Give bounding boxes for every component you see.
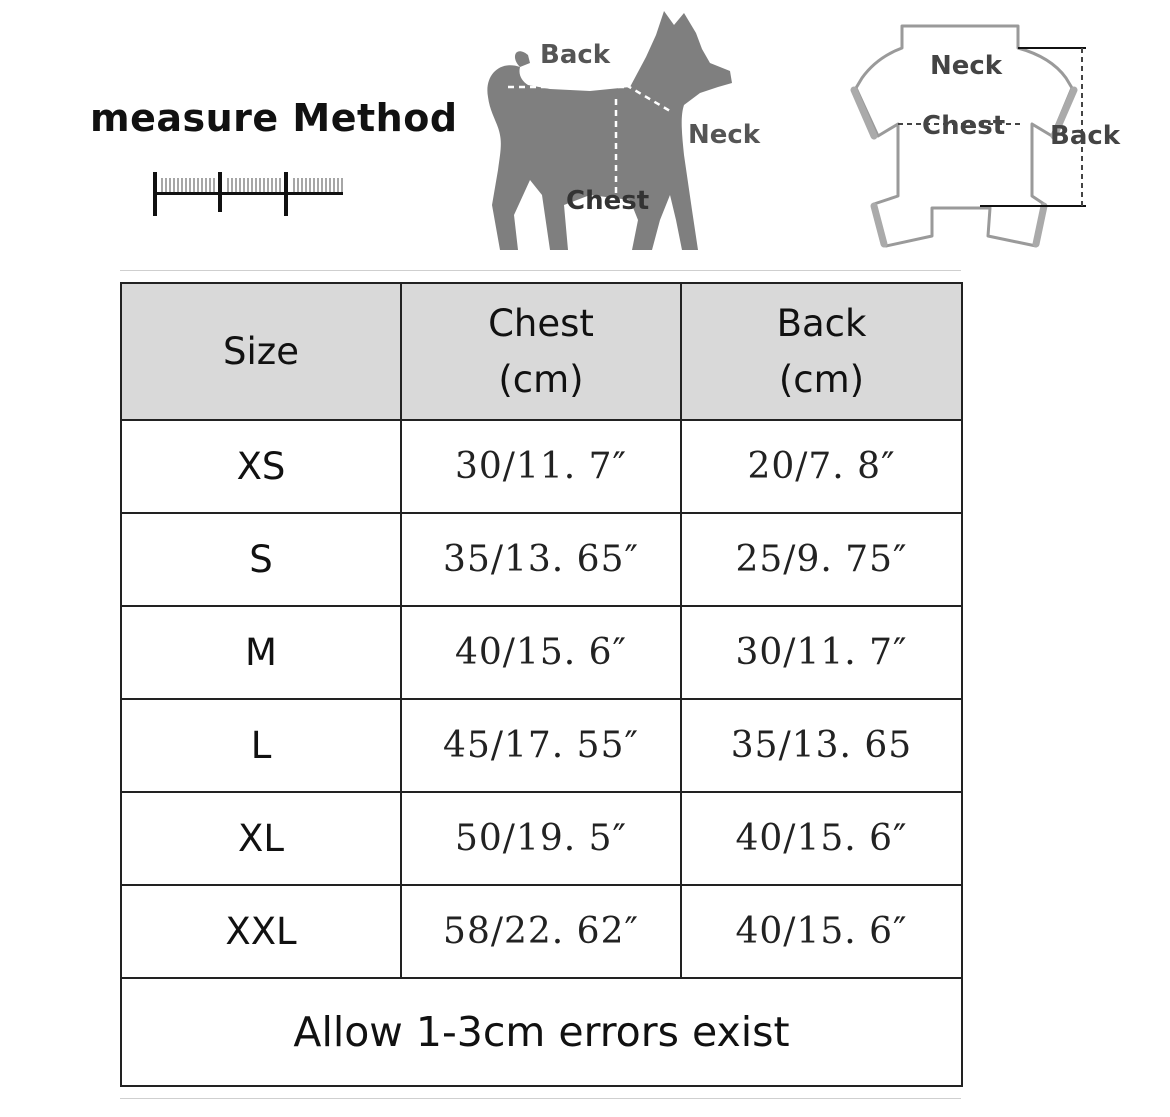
dog-back-label: Back xyxy=(540,40,611,70)
dog-chest-label: Chest xyxy=(566,186,650,216)
back-cell: 35/13. 65 xyxy=(681,699,962,792)
table-row xyxy=(121,606,962,699)
tolerance-note: Allow 1-3cm errors exist xyxy=(121,978,962,1086)
chest-cell: 30/11. 7″ xyxy=(401,420,681,513)
note-row xyxy=(121,978,962,1086)
size-cell: XL xyxy=(121,792,401,885)
size-chart-table xyxy=(120,282,963,1087)
table-row xyxy=(121,513,962,606)
garment-neck-label: Neck xyxy=(930,51,1003,81)
chest-cell: 45/17. 55″ xyxy=(401,699,681,792)
chest-cell: 58/22. 62″ xyxy=(401,885,681,978)
chest-cell: 35/13. 65″ xyxy=(401,513,681,606)
dog-neck-label: Neck xyxy=(688,120,761,150)
table-row xyxy=(121,885,962,978)
guide-line xyxy=(120,270,961,271)
table-row xyxy=(121,420,962,513)
header-back-label: Back xyxy=(776,301,867,345)
back-cell: 25/9. 75″ xyxy=(681,513,962,606)
header-chest-label: Chest xyxy=(488,301,594,345)
size-cell: XXL xyxy=(121,885,401,978)
garment-back-label: Back xyxy=(1050,121,1121,151)
guide-line xyxy=(120,1098,961,1099)
ruler-icon xyxy=(150,172,350,218)
size-cell: L xyxy=(121,699,401,792)
header-chest-unit: (cm) xyxy=(498,357,584,401)
size-cell: XS xyxy=(121,420,401,513)
table-header xyxy=(121,283,962,420)
dog-silhouette-icon xyxy=(470,5,790,260)
back-cell: 20/7. 8″ xyxy=(681,420,962,513)
measure-method-title: measure Method xyxy=(90,96,458,140)
header-row xyxy=(121,283,962,420)
header-chest xyxy=(401,283,681,420)
size-cell: S xyxy=(121,513,401,606)
table-row xyxy=(121,792,962,885)
chest-cell: 40/15. 6″ xyxy=(401,606,681,699)
header-back-unit: (cm) xyxy=(778,357,865,401)
table-row xyxy=(121,699,962,792)
back-cell: 40/15. 6″ xyxy=(681,792,962,885)
size-cell: M xyxy=(121,606,401,699)
header-back xyxy=(681,283,962,420)
back-cell: 30/11. 7″ xyxy=(681,606,962,699)
chest-cell: 50/19. 5″ xyxy=(401,792,681,885)
header-size: Size xyxy=(121,283,401,420)
back-cell: 40/15. 6″ xyxy=(681,885,962,978)
dog-clothing-outline-icon xyxy=(840,18,1140,258)
garment-chest-label: Chest xyxy=(922,111,1006,141)
